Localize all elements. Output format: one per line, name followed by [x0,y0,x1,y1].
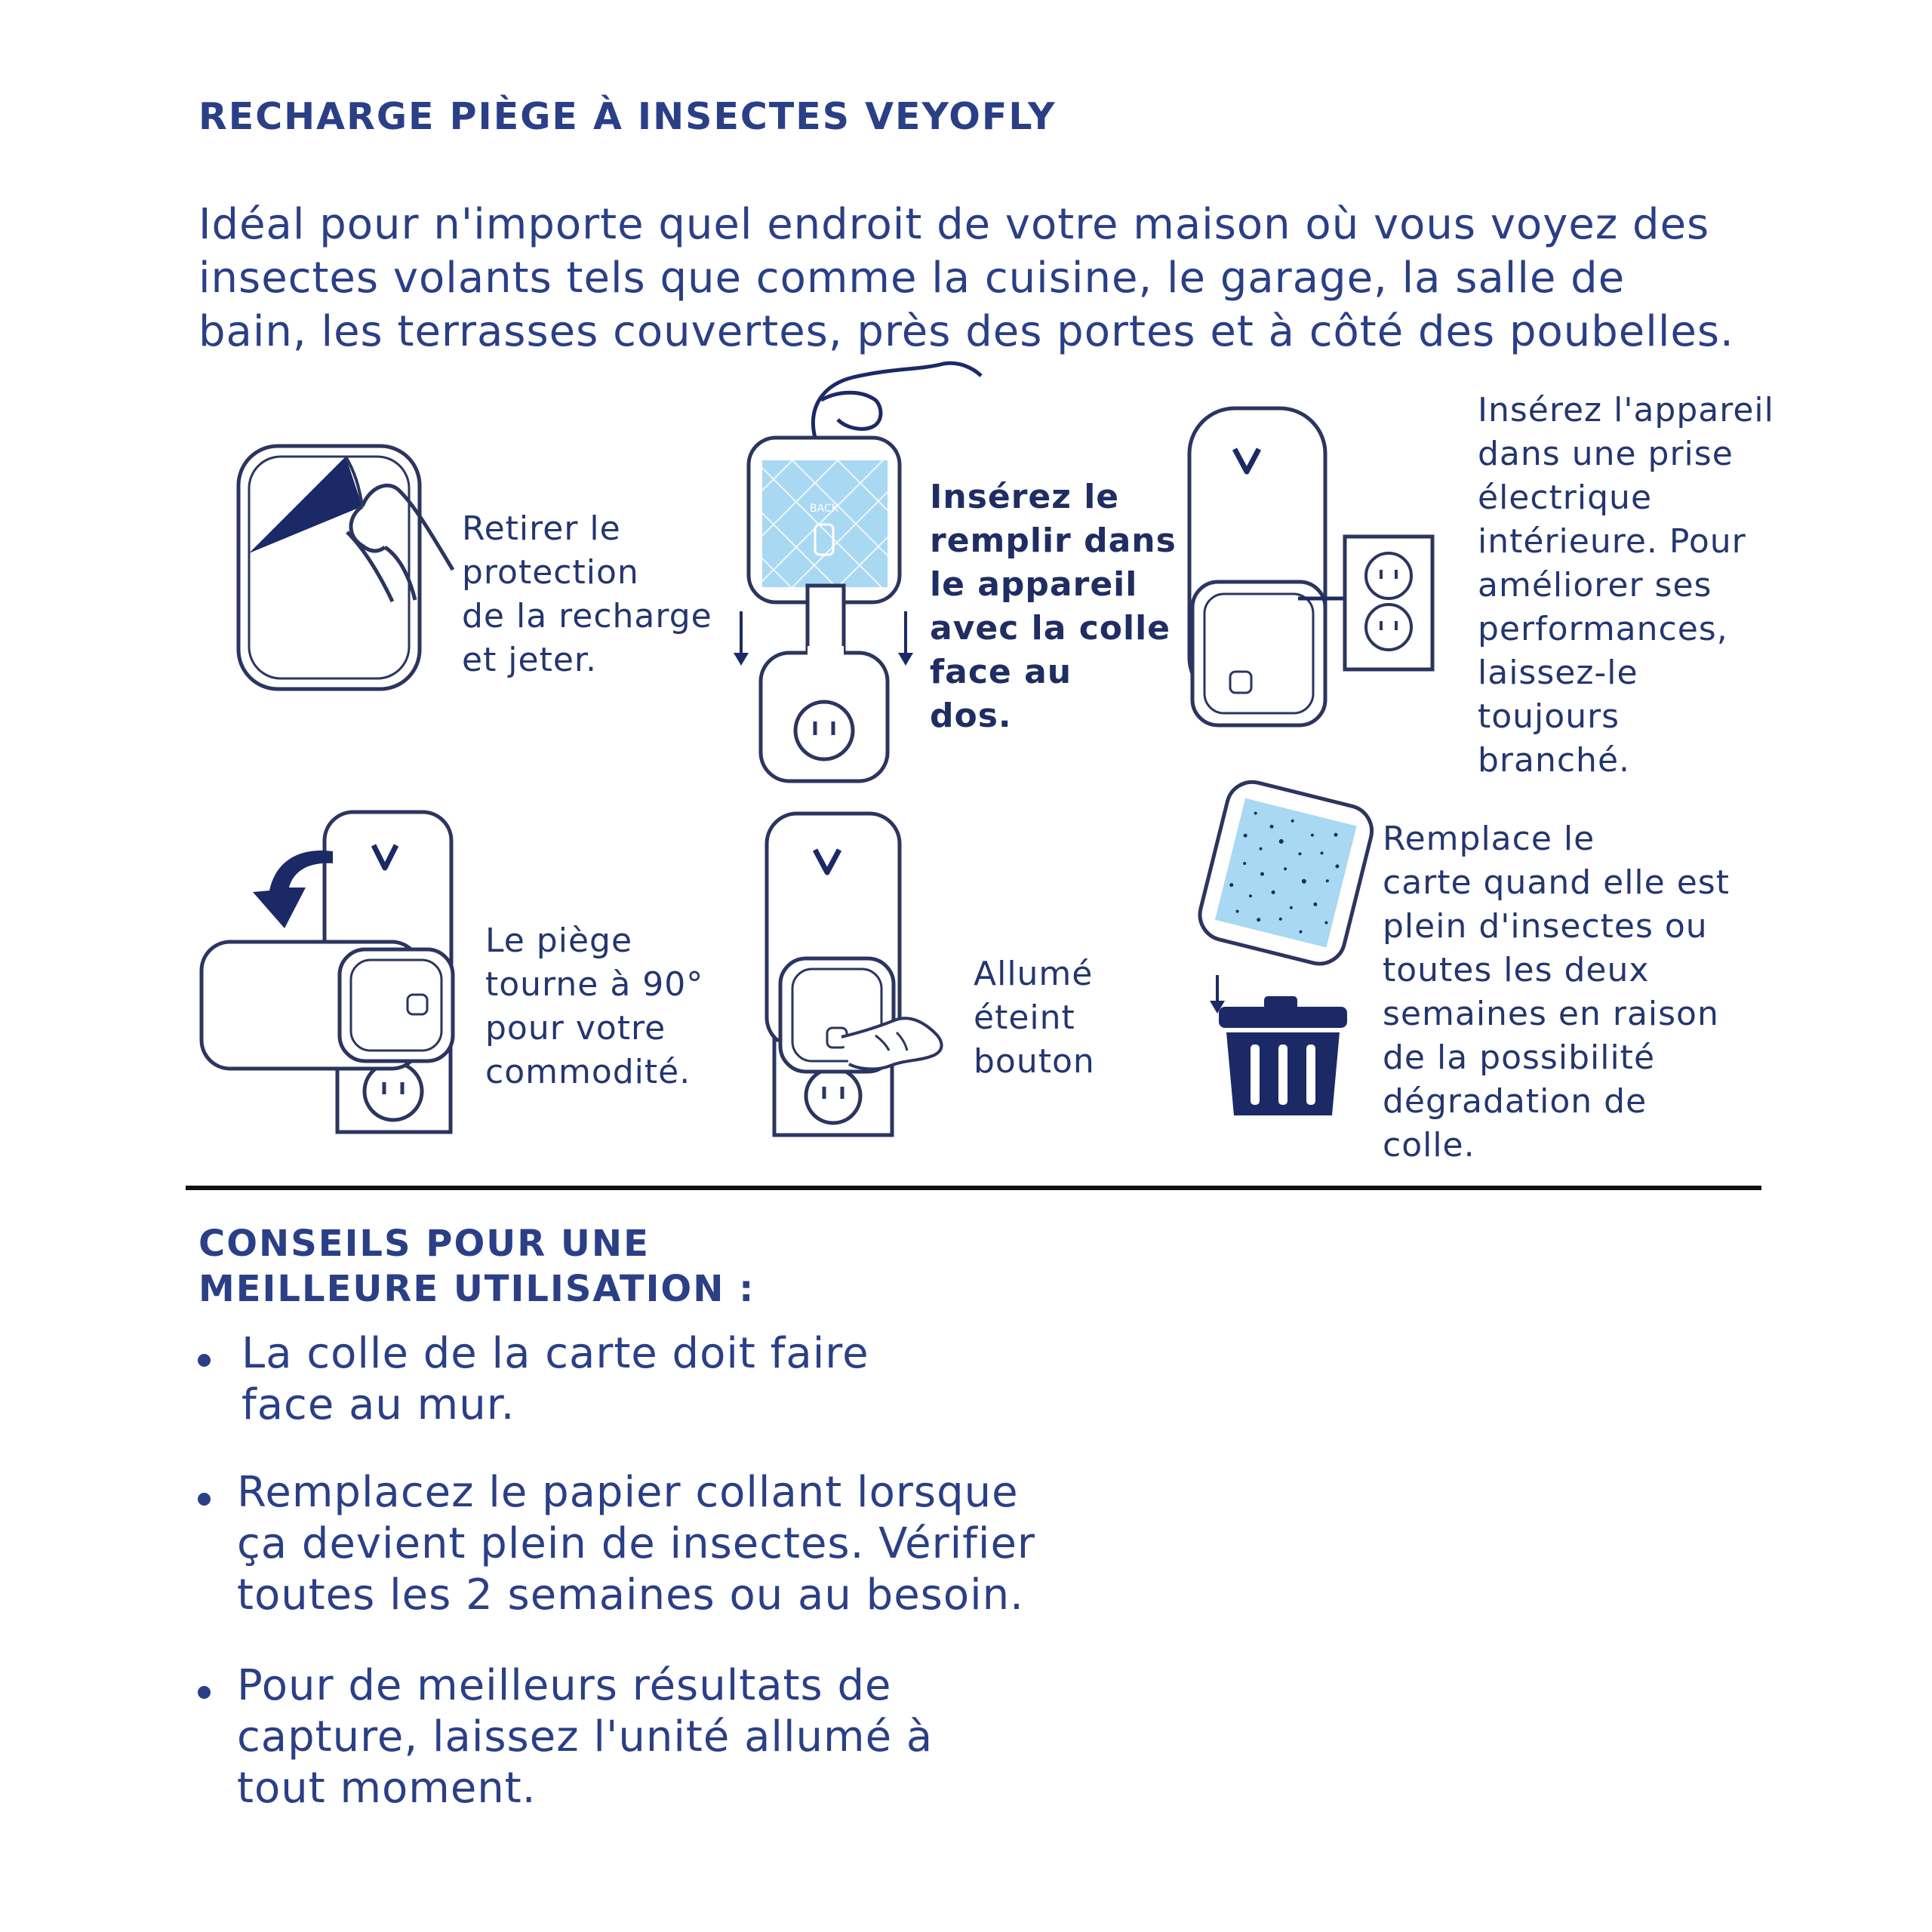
step-line: Insérez le [930,478,1120,516]
tip-line: tout moment. [237,1764,537,1813]
power-button-hand-icon [762,809,966,1141]
step-line: remplir dans [930,521,1177,560]
step-line: face au [930,653,1072,691]
step-line: semaines en raison [1383,995,1719,1033]
card-back-label: BACK [810,503,838,515]
step-line: Allumé [974,955,1094,993]
step-line: dans une prise [1478,435,1734,473]
step-line: performances, [1478,610,1728,648]
bullet-icon [198,1686,211,1699]
step-line: protection [462,553,639,592]
intro-line: Idéal pour n'importe quel endroit de votre maison où vous voyez des [198,200,1710,249]
step3-text [1478,389,1774,783]
tip-item [242,1328,869,1431]
plug-in-outlet-icon [1185,404,1441,736]
section-divider [186,1186,1761,1190]
step-line: bouton [974,1042,1095,1081]
page-title: RECHARGE PIÈGE À INSECTES VEYOFLY [198,95,1057,138]
tip-item [237,1467,1035,1621]
step-line: dos. [930,697,1012,735]
step-line: tourne à 90° [485,965,704,1004]
intro-paragraph [198,198,1889,358]
step-line: carte quand elle est [1383,863,1730,902]
step-line: éteint [974,998,1075,1037]
bullet-icon [198,1354,211,1367]
step-line: intérieure. Pour [1478,522,1746,561]
step-line: Insérez l'appareil [1478,391,1774,429]
step-line: le appareil [930,565,1138,604]
step-line: Remplace le [1383,820,1595,858]
step-line: électrique [1478,478,1653,517]
step4-text [485,919,703,1094]
rotate-arrow-icon [200,808,464,1140]
step-line: plein d'insectes ou [1383,907,1708,946]
intro-line: bain, les terrasses couvertes, près des portes et à côté des poubelles. [198,307,1734,356]
tip-line: Pour de meilleurs résultats de [237,1661,892,1710]
step-line: améliorer ses [1478,566,1712,605]
step1-text [462,507,712,682]
step-line: colle. [1383,1126,1475,1164]
step2-text [930,475,1177,738]
tip-line: La colle de la carte doit faire [242,1329,869,1378]
tips-title [198,1221,755,1312]
step-line: Retirer le [462,509,621,548]
trash-can-icon [1189,777,1385,1124]
intro-line: insectes volants tels que comme la cuisine, le garage, la salle de [198,254,1626,303]
tip-line: Remplacez le papier collant lorsque [237,1468,1019,1517]
step-line: pour votre [485,1009,666,1048]
step-line: Le piège [485,921,633,960]
bullet-icon [198,1493,211,1506]
tip-item [237,1660,933,1814]
peel-hand-icon [234,441,460,698]
step-line: avec la colle [930,609,1171,648]
step-line: laissez-le [1478,654,1638,692]
step-line: dégradation de [1383,1082,1647,1121]
step-line: commodité. [485,1053,691,1091]
tips-title-line: CONSEILS POUR UNE [198,1223,650,1265]
step-line: de la recharge [462,597,712,635]
step6-text [1383,817,1730,1168]
tips-title-line: MEILLEURE UTILISATION : [198,1268,755,1310]
tip-line: face au mur. [242,1380,515,1429]
step-line: et jeter. [462,641,597,679]
tip-line: ça devient plein de insectes. Vérifier [237,1519,1035,1568]
tip-line: toutes les 2 semaines ou au besoin. [237,1571,1024,1620]
step5-text [974,952,1095,1084]
step-line: toutes les deux [1383,951,1650,989]
step-line: de la possibilité [1383,1038,1656,1077]
step-line: branché. [1478,741,1631,780]
tip-line: capture, laissez l'unité allumé à [237,1712,934,1761]
step-line: toujours [1478,697,1620,736]
